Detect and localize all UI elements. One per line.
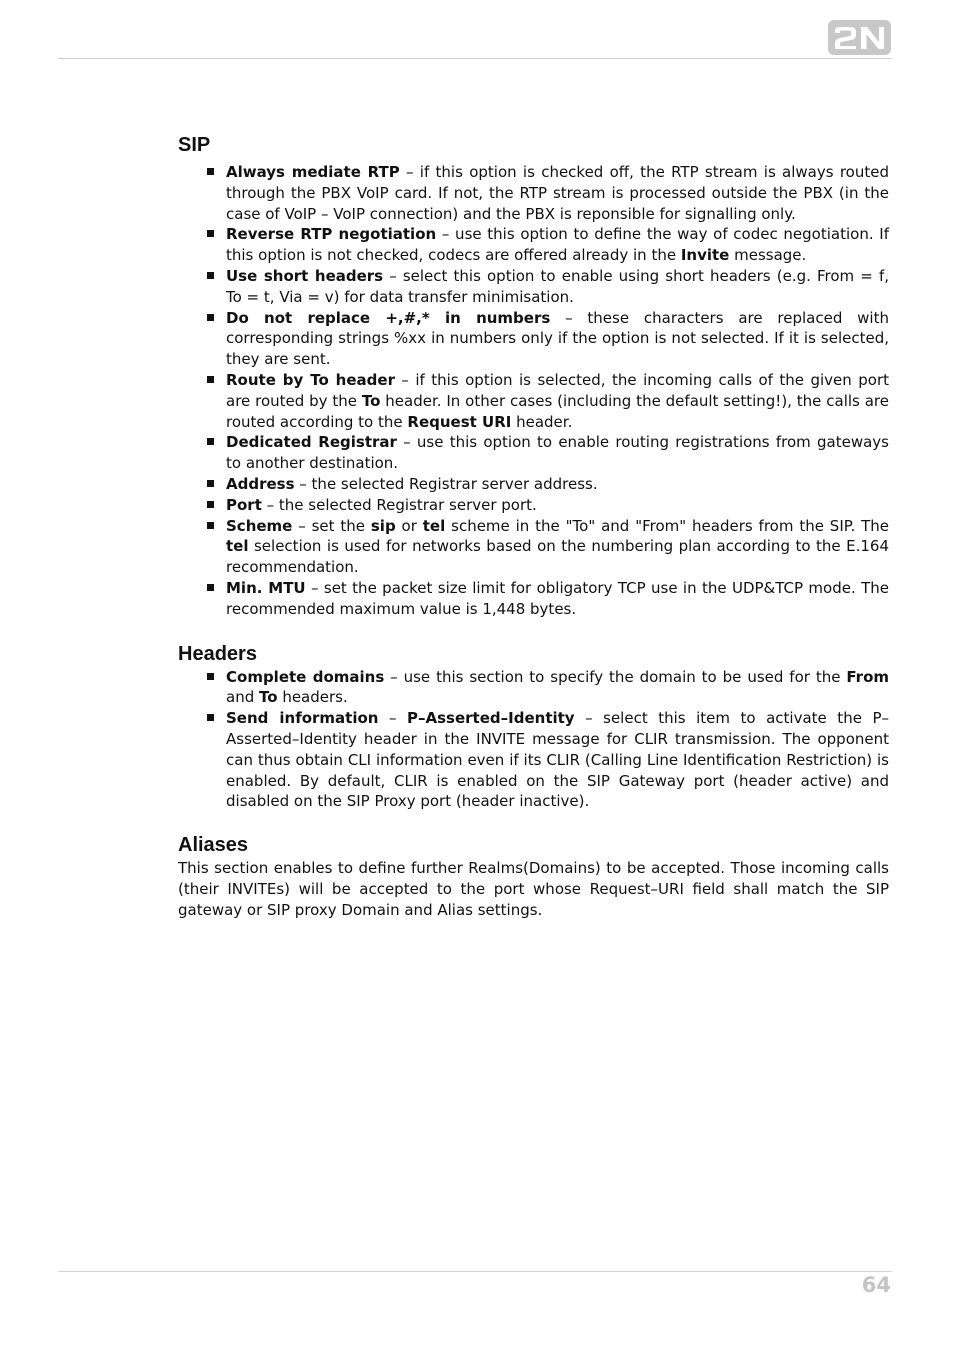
- option-description: – select this item to activate the P–Asserted–Identity header in the INVITE message for CLIR transmission. The opponent can thus obtain CLI information even if its CLIR (Calling Line Identification Restriction) is enabled. By default, CLIR is enabled on the SIP Gateway port (header active) and disabled on the SIP Proxy port (header inactive).: [226, 709, 889, 811]
- list-item: [178, 474, 889, 495]
- list-item: [178, 432, 889, 474]
- list-item: [178, 708, 889, 812]
- option-description: – the selected Registrar server address.: [294, 474, 598, 493]
- option-term: To: [361, 391, 381, 410]
- option-term: Always mediate RTP: [226, 163, 400, 181]
- sip-option-list: [178, 162, 889, 620]
- header-rule: [58, 58, 892, 59]
- option-term: Scheme: [226, 516, 293, 535]
- option-term: sip: [370, 516, 396, 535]
- option-term: Route by To header: [226, 370, 395, 389]
- option-description: – these characters are replaced with corresponding strings %xx in numbers only if the option is not selected. If it is selected, they are sent.: [226, 308, 889, 369]
- option-description: scheme in the "To" and "From" headers from the SIP. The: [445, 516, 889, 535]
- option-description: – the selected Registrar server port.: [261, 495, 537, 514]
- option-term: Reverse RTP negotiation: [226, 225, 437, 244]
- 2n-logo: [827, 19, 892, 56]
- page-content: [178, 132, 889, 921]
- list-item: [178, 667, 889, 709]
- option-description: – use this option to define the way of codec negotiation. If this option is not checked, codecs are offered already in the: [226, 225, 889, 265]
- option-description: header. In other cases (including the default setting!), the calls are routed according to the: [226, 391, 889, 431]
- option-term: tel: [422, 516, 446, 535]
- option-term: Send information: [226, 709, 379, 728]
- option-description: – if this option is selected, the incoming calls of the given port are routed by the: [226, 370, 889, 410]
- option-term: Port: [226, 495, 262, 514]
- option-description: – set the: [292, 516, 371, 535]
- option-term: Use short headers: [226, 266, 384, 285]
- page-number: 64: [861, 1273, 891, 1297]
- option-description: headers.: [277, 688, 348, 707]
- list-item: [178, 308, 889, 370]
- list-item: [178, 370, 889, 432]
- option-term: Complete domains: [226, 667, 385, 686]
- option-term: tel: [226, 537, 249, 556]
- list-item: [178, 162, 889, 224]
- option-term: Invite: [680, 246, 730, 265]
- section-title-sip: SIP: [178, 134, 211, 156]
- section-title-aliases: Aliases: [178, 834, 249, 857]
- headers-option-list: [178, 667, 889, 813]
- list-item: [178, 224, 889, 266]
- option-term: P–Asserted–Identity: [407, 709, 575, 728]
- aliases-description: This section enables to define further Realms(Domains) to be accepted. Those incoming calls (their INVITEs) will be accepted to the port whose Request–URI field shall match the SIP gateway or SIP proxy Domain and Alias settings.: [178, 859, 889, 919]
- option-term: To: [259, 688, 278, 707]
- option-description: selection is used for networks based on the numbering plan according to the E.164 recommendation.: [226, 537, 889, 577]
- option-term: Request URI: [407, 412, 512, 431]
- section-title-headers: Headers: [178, 642, 257, 665]
- footer-rule: [58, 1271, 892, 1272]
- option-description: – use this section to specify the domain to be used for the: [384, 667, 847, 686]
- list-item: [178, 266, 889, 308]
- list-item: [178, 495, 889, 516]
- list-item: [178, 516, 889, 578]
- option-description: –: [378, 709, 408, 728]
- option-description: – select this option to enable using short headers (e.g. From = f, To = t, Via = v) for data transfer minimisation.: [226, 266, 889, 306]
- option-description: message.: [729, 246, 807, 265]
- list-item: [178, 578, 889, 620]
- option-description: – set the packet size limit for obligatory TCP use in the UDP&TCP mode. The recommended maximum value is 1,448 bytes.: [226, 578, 889, 618]
- option-description: header.: [511, 412, 573, 431]
- option-description: and: [226, 688, 259, 707]
- option-term: Do not replace +,#,* in numbers: [226, 308, 551, 327]
- option-term: From: [846, 667, 890, 686]
- option-term: Dedicated Registrar: [226, 433, 397, 452]
- option-description: – if this option is checked off, the RTP stream is always routed through the PBX VoIP card. If not, the RTP stream is processed outside the PBX (in the case of VoIP – VoIP connection) and the PBX is reponsible for signalling only.: [226, 163, 890, 223]
- option-term: Min. MTU: [226, 578, 306, 597]
- option-term: Address: [226, 474, 295, 493]
- option-description: or: [395, 516, 423, 535]
- option-description: – use this option to enable routing registrations from gateways to another destination.: [226, 433, 889, 473]
